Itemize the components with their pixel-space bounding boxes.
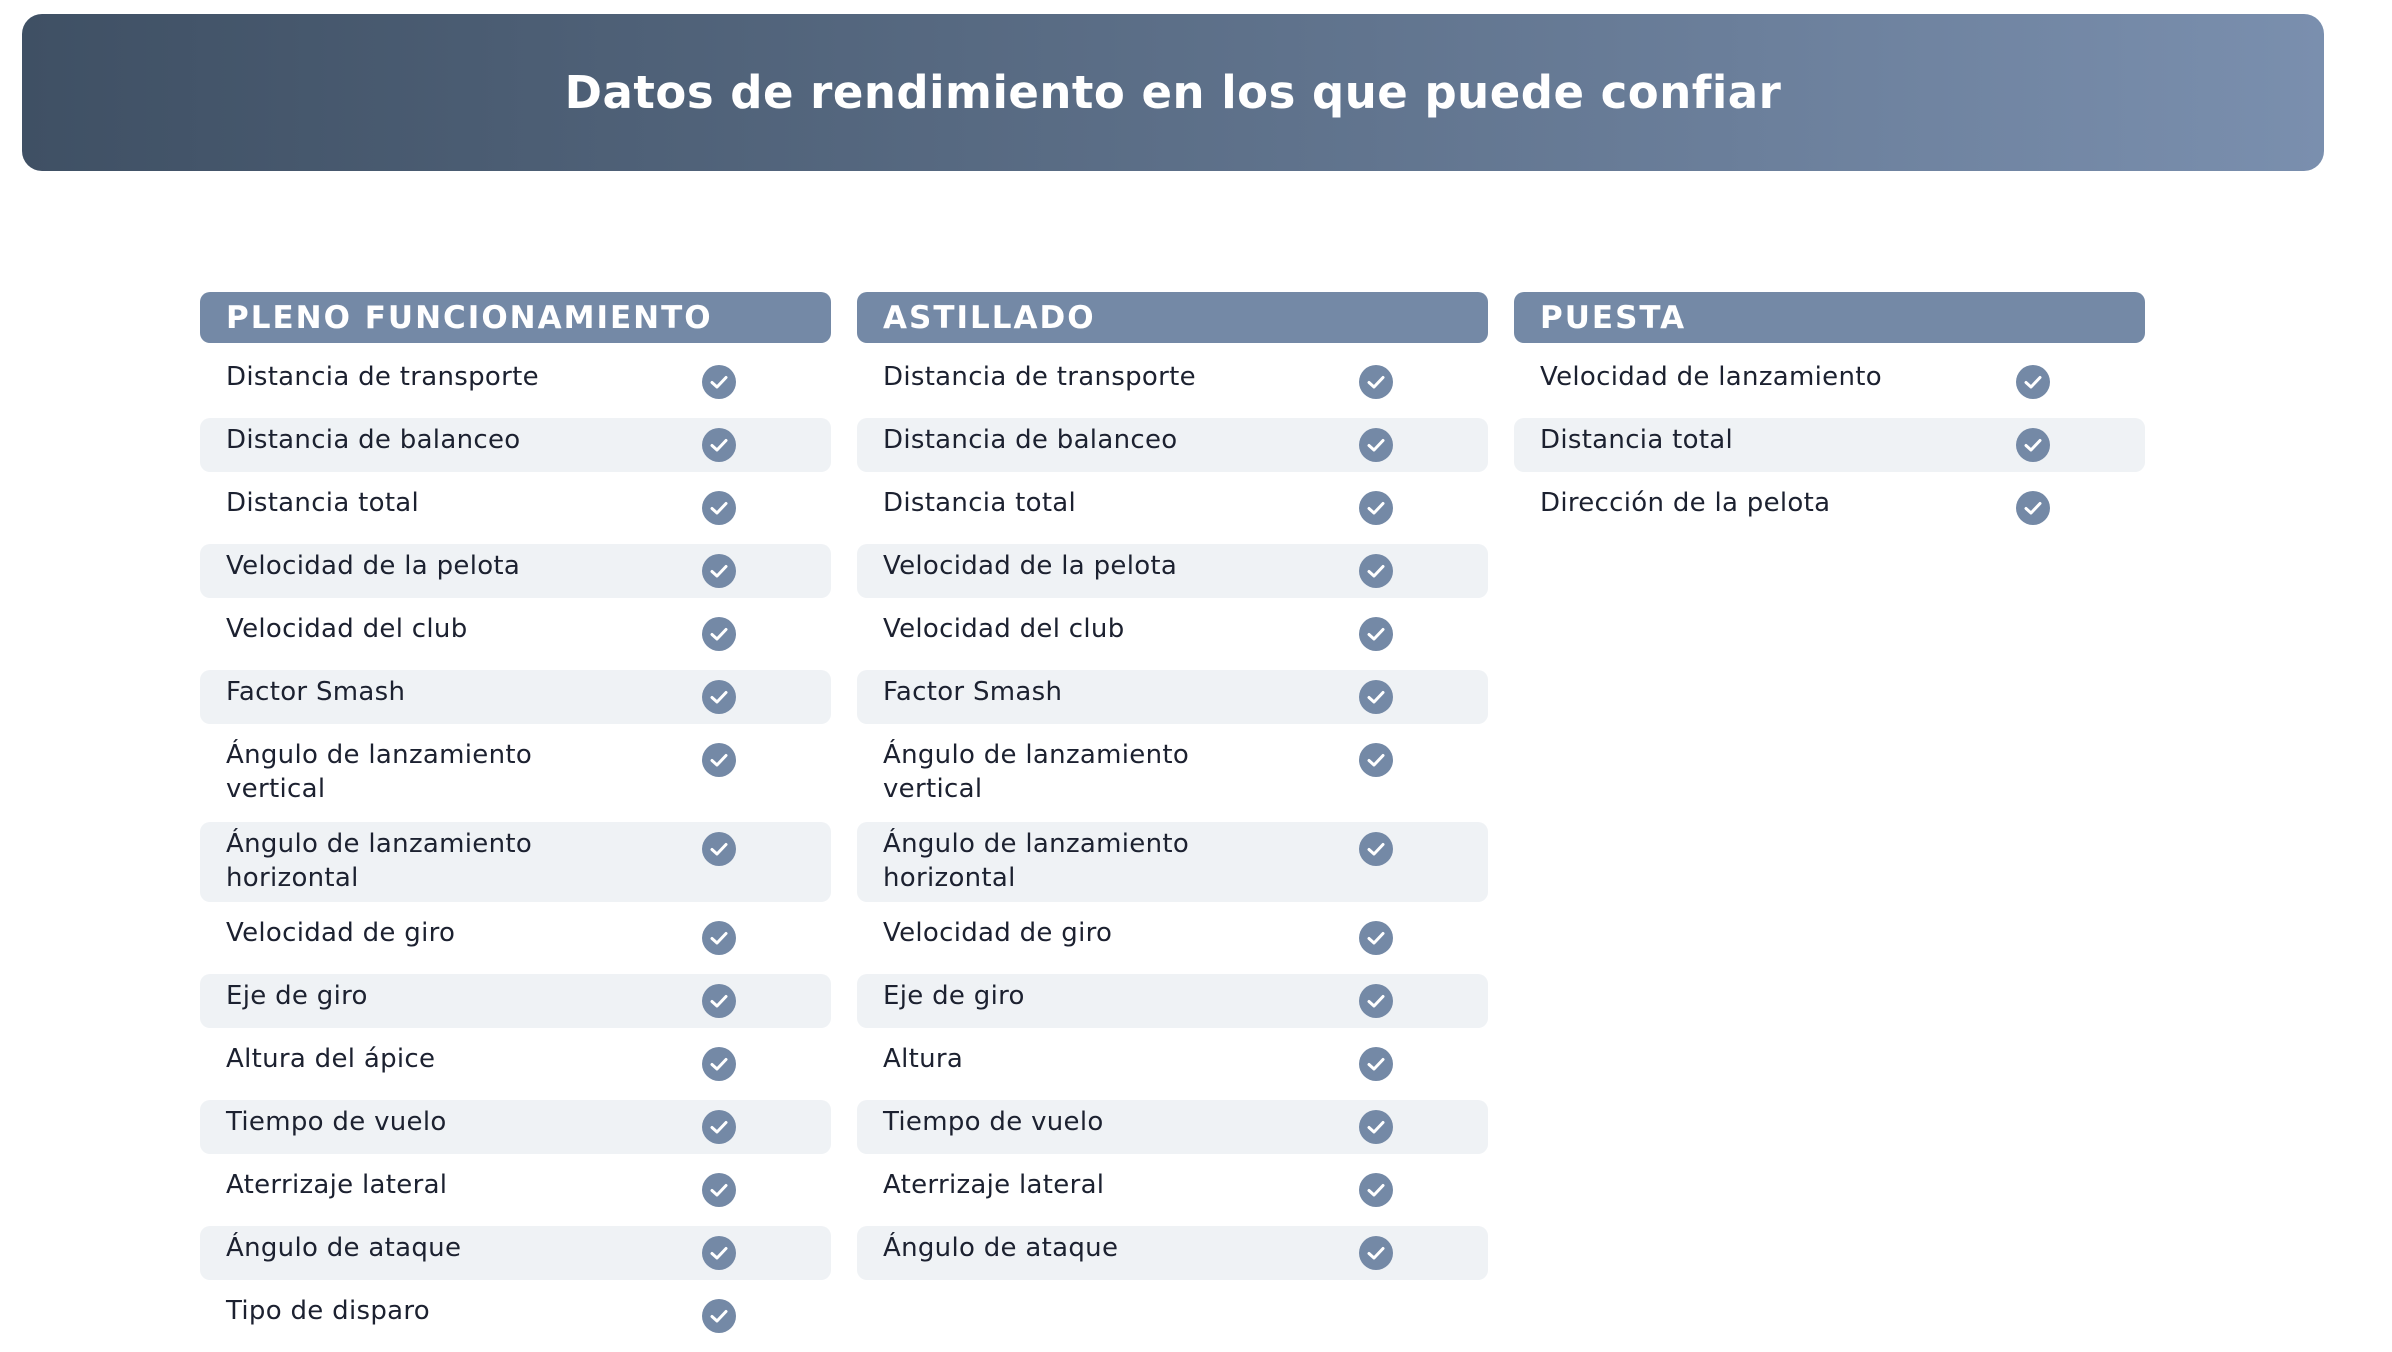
feature-label: Factor Smash: [883, 677, 1063, 707]
feature-label: Ángulo de lanzamiento horizontal: [883, 829, 1190, 893]
check-circle-icon: [702, 1110, 736, 1144]
feature-label: Eje de giro: [226, 981, 368, 1011]
page-title: Datos de rendimiento en los que puede confiar: [564, 66, 1782, 119]
check-circle-icon: [1359, 428, 1393, 462]
feature-label: Aterrizaje lateral: [883, 1170, 1105, 1200]
feature-row: [200, 822, 831, 902]
feature-row: [857, 974, 1488, 1028]
check-circle-icon: [1359, 365, 1393, 399]
column-header: ASTILLADO: [857, 292, 1488, 343]
feature-label: Tiempo de vuelo: [226, 1107, 447, 1137]
feature-row: [200, 481, 831, 535]
feature-list: [1514, 355, 2145, 535]
feature-row: [200, 544, 831, 598]
feature-row: [200, 418, 831, 472]
check-circle-icon: [1359, 984, 1393, 1018]
feature-row: [1514, 355, 2145, 409]
feature-label: Velocidad de giro: [226, 918, 456, 948]
feature-list: [200, 355, 831, 1343]
page-banner: [22, 14, 2324, 171]
check-circle-icon: [2016, 491, 2050, 525]
check-circle-icon: [702, 680, 736, 714]
check-circle-icon: [1359, 491, 1393, 525]
feature-row: [857, 544, 1488, 598]
feature-row: [200, 733, 831, 813]
check-circle-icon: [1359, 1236, 1393, 1270]
feature-label: Distancia total: [1540, 425, 1734, 455]
feature-label: Distancia de balanceo: [883, 425, 1178, 455]
feature-label: Distancia total: [883, 488, 1077, 518]
feature-row: [200, 1289, 831, 1343]
check-circle-icon: [1359, 1173, 1393, 1207]
check-circle-icon: [2016, 428, 2050, 462]
feature-label: Dirección de la pelota: [1540, 488, 1831, 518]
feature-label: Velocidad de la pelota: [226, 551, 521, 581]
feature-label: Altura: [883, 1044, 964, 1074]
feature-label: Aterrizaje lateral: [226, 1170, 448, 1200]
feature-label: Velocidad de la pelota: [883, 551, 1178, 581]
check-circle-icon: [702, 1299, 736, 1333]
feature-label: Distancia de transporte: [883, 362, 1196, 392]
feature-row: [857, 418, 1488, 472]
feature-row: [857, 1100, 1488, 1154]
feature-label: Velocidad de giro: [883, 918, 1113, 948]
feature-row: [200, 670, 831, 724]
feature-row: [200, 607, 831, 661]
feature-label: Velocidad del club: [226, 614, 468, 644]
check-circle-icon: [1359, 921, 1393, 955]
column-astillado: [857, 292, 1488, 1289]
feature-row: [857, 607, 1488, 661]
check-circle-icon: [702, 617, 736, 651]
feature-label: Distancia de transporte: [226, 362, 539, 392]
feature-label: Ángulo de lanzamiento vertical: [883, 740, 1190, 804]
check-circle-icon: [702, 1047, 736, 1081]
check-circle-icon: [2016, 365, 2050, 399]
column-header: PUESTA: [1514, 292, 2145, 343]
feature-row: [857, 670, 1488, 724]
feature-label: Factor Smash: [226, 677, 406, 707]
feature-row: [200, 911, 831, 965]
check-circle-icon: [702, 428, 736, 462]
check-circle-icon: [1359, 680, 1393, 714]
feature-label: Velocidad de lanzamiento: [1540, 362, 1882, 392]
feature-row: [200, 1163, 831, 1217]
feature-row: [857, 1226, 1488, 1280]
check-circle-icon: [702, 1173, 736, 1207]
check-circle-icon: [1359, 554, 1393, 588]
check-circle-icon: [702, 365, 736, 399]
check-circle-icon: [1359, 617, 1393, 651]
check-circle-icon: [702, 984, 736, 1018]
feature-label: Ángulo de ataque: [883, 1233, 1119, 1263]
feature-row: [857, 355, 1488, 409]
feature-label: Altura del ápice: [226, 1044, 436, 1074]
check-circle-icon: [702, 1236, 736, 1270]
check-circle-icon: [702, 832, 736, 866]
column-header: PLENO FUNCIONAMIENTO: [200, 292, 831, 343]
feature-row: [200, 1226, 831, 1280]
feature-label: Tiempo de vuelo: [883, 1107, 1104, 1137]
feature-row: [200, 1037, 831, 1091]
feature-label: Distancia de balanceo: [226, 425, 521, 455]
check-circle-icon: [1359, 743, 1393, 777]
check-circle-icon: [1359, 1047, 1393, 1081]
check-circle-icon: [702, 554, 736, 588]
feature-row: [200, 974, 831, 1028]
feature-label: Velocidad del club: [883, 614, 1125, 644]
feature-row: [857, 481, 1488, 535]
feature-row: [1514, 481, 2145, 535]
feature-label: Eje de giro: [883, 981, 1025, 1011]
column-pleno-funcionamiento: [200, 292, 831, 1352]
feature-label: Ángulo de lanzamiento vertical: [226, 740, 533, 804]
check-circle-icon: [1359, 1110, 1393, 1144]
feature-row: [857, 822, 1488, 902]
feature-label: Ángulo de ataque: [226, 1233, 462, 1263]
feature-row: [857, 1037, 1488, 1091]
feature-row: [200, 355, 831, 409]
feature-row: [857, 1163, 1488, 1217]
feature-list: [857, 355, 1488, 1280]
feature-row: [857, 733, 1488, 813]
feature-label: Tipo de disparo: [226, 1296, 430, 1326]
feature-row: [1514, 418, 2145, 472]
check-circle-icon: [702, 491, 736, 525]
feature-label: Ángulo de lanzamiento horizontal: [226, 829, 533, 893]
check-circle-icon: [1359, 832, 1393, 866]
feature-row: [200, 1100, 831, 1154]
feature-row: [857, 911, 1488, 965]
check-circle-icon: [702, 921, 736, 955]
feature-label: Distancia total: [226, 488, 420, 518]
check-circle-icon: [702, 743, 736, 777]
column-puesta: [1514, 292, 2145, 544]
